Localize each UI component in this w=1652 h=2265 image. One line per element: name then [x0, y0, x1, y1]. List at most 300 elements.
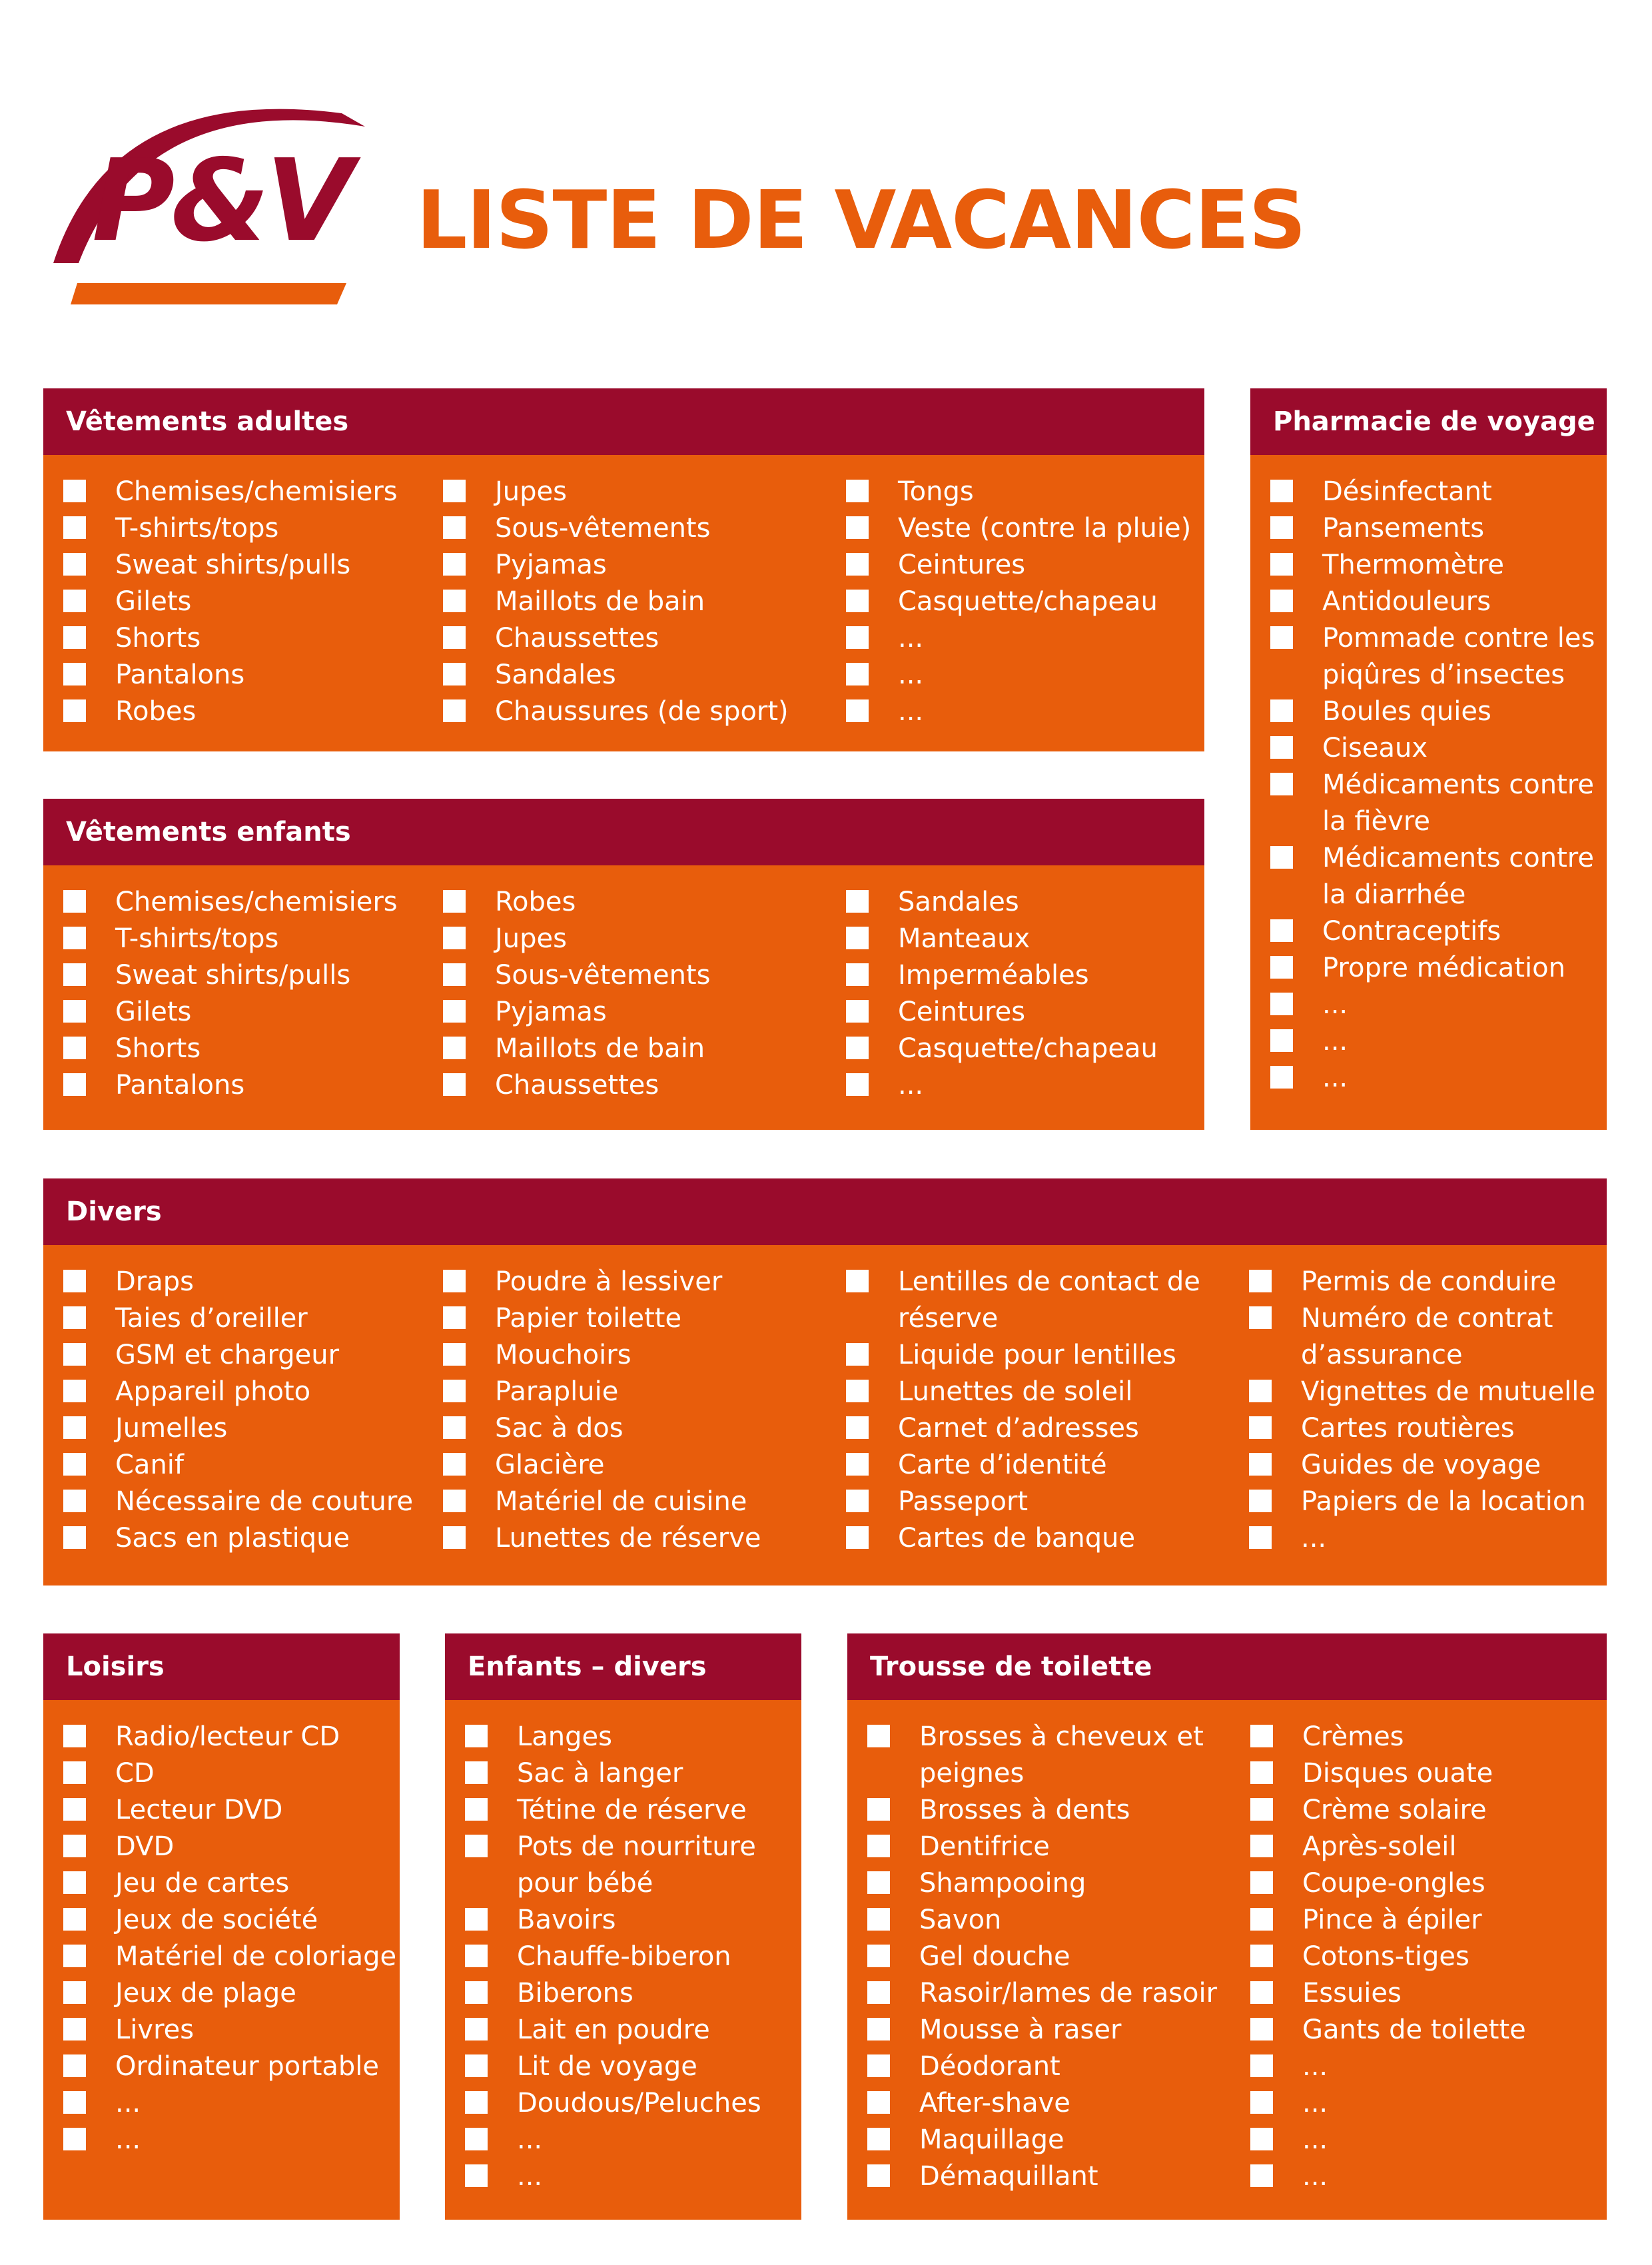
section-loisirs [43, 1633, 400, 2220]
checklist-item-label: Antidouleurs [1322, 586, 1491, 617]
checkbox[interactable] [63, 1908, 86, 1931]
checklist-item [1270, 620, 1595, 693]
checklist-item-label: Sweat shirts/pulls [115, 960, 351, 991]
checkbox[interactable] [867, 2128, 890, 2150]
checklist-column [846, 884, 1158, 1104]
checklist-item [443, 1337, 761, 1374]
checklist-item [63, 1792, 396, 1829]
checklist-item-label: Doudous/Peluches [517, 2088, 761, 2118]
checklist-item-label: Biberons [517, 1978, 633, 2009]
checklist-item [443, 474, 789, 510]
checklist-item-label: Sac à langer [517, 1758, 683, 1789]
checkbox[interactable] [1250, 2054, 1273, 2077]
checklist-item-label: Liquide pour lentilles [898, 1340, 1176, 1370]
checkbox[interactable] [846, 1453, 869, 1476]
checkbox[interactable] [1270, 590, 1293, 612]
checklist-item [1249, 1374, 1595, 1410]
checklist-item [846, 1484, 1200, 1520]
checkbox[interactable] [1250, 1871, 1273, 1894]
checklist-item-label: ... [1322, 989, 1348, 1020]
checklist-item [63, 547, 398, 584]
checklist-item-label: Chemises/chemisiers [115, 887, 398, 917]
checkbox[interactable] [1270, 956, 1293, 979]
checkbox[interactable] [846, 1380, 869, 1402]
checklist-item [1270, 1023, 1595, 1060]
checklist-item-label: Parapluie [495, 1376, 619, 1407]
checklist-item [63, 957, 398, 994]
checklist-column [465, 1719, 761, 2195]
checkbox[interactable] [465, 2054, 488, 2077]
checklist-item-label: Boules quies [1322, 696, 1491, 727]
checkbox[interactable] [1270, 626, 1293, 649]
checkbox[interactable] [63, 890, 86, 913]
checklist-item [1249, 1484, 1595, 1520]
checklist-item [63, 884, 398, 921]
checklist-item-label: Sacs en plastique [115, 1523, 350, 1554]
checklist-item-label: GSM et chargeur [115, 1340, 340, 1370]
checkbox[interactable] [1270, 1029, 1293, 1052]
checklist-item-label: Sous-vêtements [495, 960, 711, 991]
checklist-item [443, 957, 710, 994]
checkbox[interactable] [867, 1871, 890, 1894]
checkbox[interactable] [1250, 1798, 1273, 1821]
checkbox[interactable] [443, 1490, 466, 1512]
checklist-column [867, 1719, 1217, 2195]
checklist-item [1270, 730, 1595, 767]
checklist-item [1270, 510, 1595, 547]
checklist-item [465, 1975, 761, 2012]
checklist-item [867, 1829, 1217, 1865]
checkbox[interactable] [846, 890, 869, 913]
checkbox[interactable] [63, 927, 86, 949]
page-title: LISTE DE VACANCES [416, 175, 1306, 267]
checkbox[interactable] [465, 1798, 488, 1821]
checkbox[interactable] [63, 1306, 86, 1329]
checkbox[interactable] [1250, 2018, 1273, 2040]
checklist-item-label: Robes [495, 887, 576, 917]
checklist-item-label: Sweat shirts/pulls [115, 550, 351, 580]
checklist-item [1250, 2158, 1526, 2195]
checkbox[interactable] [846, 590, 869, 612]
checkbox[interactable] [443, 1380, 466, 1402]
checklist-item-label: Jupes [495, 923, 567, 954]
checklist-item [465, 2158, 761, 2195]
checklist-item-label: Médicaments contre la fièvre [1322, 769, 1594, 837]
checklist-item-label: Brosses à cheveux et peignes [919, 1721, 1204, 1789]
checkbox[interactable] [1270, 480, 1293, 502]
checklist-column [1250, 1719, 1526, 2195]
checklist-item [846, 1410, 1200, 1447]
checkbox[interactable] [1249, 1416, 1272, 1439]
checkbox[interactable] [63, 1761, 86, 1784]
checklist-item-label: Thermomètre [1322, 550, 1505, 580]
checkbox[interactable] [846, 663, 869, 685]
checkbox[interactable] [846, 1037, 869, 1059]
checklist-item-label: Cartes de banque [898, 1523, 1136, 1554]
checkbox[interactable] [443, 480, 466, 502]
section-trousse [847, 1633, 1607, 2220]
checkbox[interactable] [846, 927, 869, 949]
checklist-item [846, 1067, 1158, 1104]
checklist-column [443, 884, 710, 1104]
checkbox[interactable] [443, 1270, 466, 1292]
checklist-item [63, 1447, 413, 1484]
checklist-item [443, 693, 789, 730]
checklist-item-label: Permis de conduire [1301, 1266, 1557, 1297]
checklist-item-label: Shorts [115, 623, 201, 654]
checkbox[interactable] [1250, 1725, 1273, 1747]
checkbox[interactable] [846, 1270, 869, 1292]
checkbox[interactable] [63, 1000, 86, 1023]
checklist-item [63, 1374, 413, 1410]
checklist-item-label: Ciseaux [1322, 733, 1428, 763]
checkbox[interactable] [465, 1981, 488, 2004]
checkbox[interactable] [443, 1453, 466, 1476]
checklist-item [1249, 1520, 1595, 1557]
checklist-item-label: Sac à dos [495, 1413, 623, 1444]
checklist-item-label: ... [115, 2088, 141, 2118]
checklist-item [465, 1939, 761, 1975]
checklist-item-label: Carte d’identité [898, 1450, 1107, 1480]
checkbox[interactable] [63, 2091, 86, 2114]
checkbox[interactable] [443, 663, 466, 685]
checkbox[interactable] [443, 1000, 466, 1023]
checklist-item-label: Ceintures [898, 997, 1026, 1027]
checkbox[interactable] [443, 1343, 466, 1366]
checkbox[interactable] [846, 480, 869, 502]
checklist-item-label: Chauffe-biberon [517, 1941, 731, 1972]
checklist-item-label: Taies d’oreiller [115, 1303, 308, 1334]
checkbox[interactable] [867, 1908, 890, 1931]
checklist-item [1250, 2085, 1526, 2122]
checklist-item-label: Lit de voyage [517, 2051, 697, 2082]
checkbox[interactable] [1250, 2164, 1273, 2187]
checklist-item [63, 1755, 396, 1792]
checklist-item [443, 1520, 761, 1557]
checkbox[interactable] [846, 553, 869, 576]
checklist-item-label: Pantalons [115, 660, 245, 690]
checklist-item-label: Pince à épiler [1302, 1905, 1482, 1935]
checklist-item-label: Casquette/chapeau [898, 1033, 1158, 1064]
checkbox[interactable] [443, 1416, 466, 1439]
checklist-item [63, 657, 398, 693]
checklist-item [846, 1031, 1158, 1067]
checkbox[interactable] [465, 1761, 488, 1784]
checkbox[interactable] [465, 2128, 488, 2150]
checklist-item-label: Pyjamas [495, 997, 607, 1027]
checkbox[interactable] [63, 1037, 86, 1059]
checkbox[interactable] [846, 963, 869, 986]
checkbox[interactable] [63, 1725, 86, 1747]
checkbox[interactable] [465, 2018, 488, 2040]
checklist-item-label: Sous-vêtements [495, 513, 711, 544]
checkbox[interactable] [63, 1871, 86, 1894]
checklist-item-label: ... [1302, 2088, 1328, 2118]
checkbox[interactable] [1270, 993, 1293, 1015]
checklist-item-label: Lunettes de réserve [495, 1523, 761, 1554]
checkbox[interactable] [1270, 699, 1293, 722]
checklist-item [63, 1337, 413, 1374]
checklist-item [867, 1719, 1217, 1792]
checkbox[interactable] [63, 1945, 86, 1967]
checklist-item-label: Ordinateur portable [115, 2051, 380, 2082]
checkbox[interactable] [1250, 1981, 1273, 2004]
checklist-item-label: Pansements [1322, 513, 1485, 544]
checkbox[interactable] [443, 890, 466, 913]
section-vetements-enfants [43, 799, 1204, 1130]
checkbox[interactable] [867, 2164, 890, 2187]
checkbox[interactable] [443, 1526, 466, 1549]
checklist-item-label: ... [1322, 1026, 1348, 1057]
checkbox[interactable] [63, 1453, 86, 1476]
checkbox[interactable] [63, 1981, 86, 2004]
checklist-item-label: Disques ouate [1302, 1758, 1493, 1789]
checklist-item-label: Livres [115, 2015, 195, 2045]
checklist-item [465, 1719, 761, 1755]
checkbox[interactable] [63, 1380, 86, 1402]
checklist-item [63, 1939, 396, 1975]
checkbox[interactable] [63, 1835, 86, 1857]
checkbox[interactable] [846, 1073, 869, 1096]
checklist-item [63, 693, 398, 730]
checkbox[interactable] [63, 2054, 86, 2077]
checklist-item-label: ... [898, 623, 924, 654]
checklist-item-label: ... [898, 660, 924, 690]
checklist-item [846, 994, 1158, 1031]
checkbox[interactable] [63, 590, 86, 612]
checkbox[interactable] [1249, 1270, 1272, 1292]
checklist-item-label: ... [115, 2124, 141, 2155]
checklist-item [1250, 2048, 1526, 2085]
checklist-item [443, 994, 710, 1031]
checklist-item-label: Robes [115, 696, 197, 727]
checkbox[interactable] [867, 1835, 890, 1857]
checkbox[interactable] [1270, 846, 1293, 869]
checkbox[interactable] [63, 1798, 86, 1821]
checklist-item-label: Manteaux [898, 923, 1031, 954]
checkbox[interactable] [63, 480, 86, 502]
checklist-item-label: ... [1302, 2161, 1328, 2192]
checklist-item-label: Bavoirs [517, 1905, 616, 1935]
checkbox[interactable] [63, 1490, 86, 1512]
checkbox[interactable] [1250, 1761, 1273, 1784]
checklist-item [1270, 767, 1595, 840]
checkbox[interactable] [846, 1343, 869, 1366]
checklist-item [867, 2158, 1217, 2195]
checkbox[interactable] [1270, 1066, 1293, 1089]
checkbox[interactable] [63, 516, 86, 539]
checklist-item [846, 657, 1191, 693]
checkbox[interactable] [465, 1945, 488, 1967]
checklist-item [63, 1829, 396, 1865]
checkbox[interactable] [846, 699, 869, 722]
checklist-item [465, 1829, 761, 1902]
checkbox[interactable] [465, 1725, 488, 1747]
section-header: Loisirs [43, 1633, 400, 1700]
checkbox[interactable] [443, 963, 466, 986]
checklist-item-label: Appareil photo [115, 1376, 311, 1407]
checkbox[interactable] [443, 626, 466, 649]
checkbox[interactable] [1249, 1306, 1272, 1329]
checkbox[interactable] [1250, 1908, 1273, 1931]
checklist-item [1249, 1447, 1595, 1484]
checkbox[interactable] [846, 516, 869, 539]
checklist-item [443, 584, 789, 620]
checkbox[interactable] [1270, 773, 1293, 795]
checklist-item [63, 2048, 396, 2085]
checklist-item-label: Savon [919, 1905, 1002, 1935]
checklist-item-label: Papier toilette [495, 1303, 682, 1334]
checklist-item [867, 2048, 1217, 2085]
checkbox[interactable] [443, 1073, 466, 1096]
checkbox[interactable] [1270, 919, 1293, 942]
checklist-item [63, 921, 398, 957]
checklist-item [465, 2122, 761, 2158]
checkbox[interactable] [867, 2091, 890, 2114]
checklist-item-label: Essuies [1302, 1978, 1402, 2009]
checkbox[interactable] [846, 626, 869, 649]
checklist-item-label: Shampooing [919, 1868, 1086, 1899]
checklist-item [63, 2122, 396, 2158]
checkbox[interactable] [443, 699, 466, 722]
checklist-item [846, 884, 1158, 921]
checkbox[interactable] [1249, 1453, 1272, 1476]
checkbox[interactable] [1270, 516, 1293, 539]
checklist-item-label: Chaussures (de sport) [495, 696, 789, 727]
checklist-item [867, 2085, 1217, 2122]
checklist-item [846, 1337, 1200, 1374]
checklist-item [1249, 1300, 1595, 1374]
checkbox[interactable] [867, 1798, 890, 1821]
checkbox[interactable] [63, 1073, 86, 1096]
checkbox[interactable] [443, 1306, 466, 1329]
checklist-item-label: Maillots de bain [495, 586, 705, 617]
checklist-item [1250, 1902, 1526, 1939]
checklist-item [846, 693, 1191, 730]
checklist-item-label: Radio/lecteur CD [115, 1721, 340, 1752]
checkbox[interactable] [867, 1981, 890, 2004]
checklist-item-label: Après-soleil [1302, 1831, 1457, 1862]
checklist-item [1270, 474, 1595, 510]
checklist-item [1250, 1719, 1526, 1755]
checkbox[interactable] [63, 626, 86, 649]
checkbox[interactable] [63, 2128, 86, 2150]
checklist-item [465, 1755, 761, 1792]
checkbox[interactable] [63, 1526, 86, 1549]
checkbox[interactable] [63, 1343, 86, 1366]
checkbox[interactable] [443, 516, 466, 539]
checklist-column [443, 474, 789, 730]
checkbox[interactable] [63, 553, 86, 576]
checkbox[interactable] [443, 927, 466, 949]
checkbox[interactable] [443, 553, 466, 576]
checkbox[interactable] [867, 1725, 890, 1747]
checkbox[interactable] [846, 1526, 869, 1549]
checkbox[interactable] [465, 2091, 488, 2114]
checklist-item [63, 1031, 398, 1067]
checkbox[interactable] [1250, 2128, 1273, 2150]
checklist-item [867, 1902, 1217, 1939]
checkbox[interactable] [846, 1416, 869, 1439]
checklist-item [63, 584, 398, 620]
checklist-item-label: Papiers de la location [1301, 1486, 1586, 1517]
checklist-item [867, 1939, 1217, 1975]
checklist-item [443, 620, 789, 657]
checkbox[interactable] [867, 2018, 890, 2040]
checklist-item [443, 1410, 761, 1447]
checkbox[interactable] [867, 1945, 890, 1967]
checklist-item-label: ... [1301, 1523, 1327, 1554]
checklist-item-label: Cartes routières [1301, 1413, 1515, 1444]
checkbox[interactable] [1249, 1490, 1272, 1512]
checklist-item-label: ... [517, 2161, 543, 2192]
checklist-item-label: Contraceptifs [1322, 916, 1501, 947]
checklist-item [63, 1410, 413, 1447]
checkbox[interactable] [1270, 553, 1293, 576]
checklist-item-label: Sandales [495, 660, 616, 690]
checkbox[interactable] [1270, 736, 1293, 759]
checkbox[interactable] [63, 699, 86, 722]
checklist-item-label: Numéro de contrat d’assurance [1301, 1303, 1553, 1370]
checklist-item [1250, 2012, 1526, 2048]
checklist-item [867, 1865, 1217, 1902]
checkbox[interactable] [63, 2018, 86, 2040]
checklist-item-label: Coupe-ongles [1302, 1868, 1485, 1899]
checklist-item [63, 1264, 413, 1300]
checkbox[interactable] [1250, 2091, 1273, 2114]
checklist-item-label: Lunettes de soleil [898, 1376, 1133, 1407]
checklist-item [63, 1484, 413, 1520]
checklist-item [1270, 913, 1595, 950]
section-vetements-adultes [43, 388, 1204, 751]
section-enfants-divers [445, 1633, 801, 2220]
checkbox[interactable] [1249, 1380, 1272, 1402]
checklist-item-label: Imperméables [898, 960, 1089, 991]
checklist-item-label: Jeu de cartes [115, 1868, 290, 1899]
checkbox[interactable] [846, 1000, 869, 1023]
checklist-item-label: Ceintures [898, 550, 1026, 580]
checklist-item [443, 884, 710, 921]
checkbox[interactable] [1250, 1945, 1273, 1967]
checkbox[interactable] [867, 2054, 890, 2077]
checklist-item [846, 921, 1158, 957]
checklist-item-label: ... [1302, 2124, 1328, 2155]
checklist-item-label: Médicaments contre la diarrhée [1322, 843, 1594, 910]
checkbox[interactable] [63, 1270, 86, 1292]
checklist-item [846, 1520, 1200, 1557]
checkbox[interactable] [465, 1835, 488, 1857]
checkbox[interactable] [846, 1490, 869, 1512]
checkbox[interactable] [63, 1416, 86, 1439]
checkbox[interactable] [465, 2164, 488, 2187]
checklist-item-label: Shorts [115, 1033, 201, 1064]
checkbox[interactable] [1249, 1526, 1272, 1549]
checkbox[interactable] [465, 1908, 488, 1931]
checkbox[interactable] [1250, 1835, 1273, 1857]
checklist-item [443, 1031, 710, 1067]
checklist-item [443, 510, 789, 547]
checkbox[interactable] [63, 663, 86, 685]
checklist-item [465, 2012, 761, 2048]
checklist-item [846, 584, 1191, 620]
checklist-item-label: Passeport [898, 1486, 1029, 1517]
checkbox[interactable] [443, 590, 466, 612]
checklist-item [63, 1975, 396, 2012]
checkbox[interactable] [443, 1037, 466, 1059]
checklist-item-label: Poudre à lessiver [495, 1266, 723, 1297]
checkbox[interactable] [63, 963, 86, 986]
checklist-item [867, 2012, 1217, 2048]
